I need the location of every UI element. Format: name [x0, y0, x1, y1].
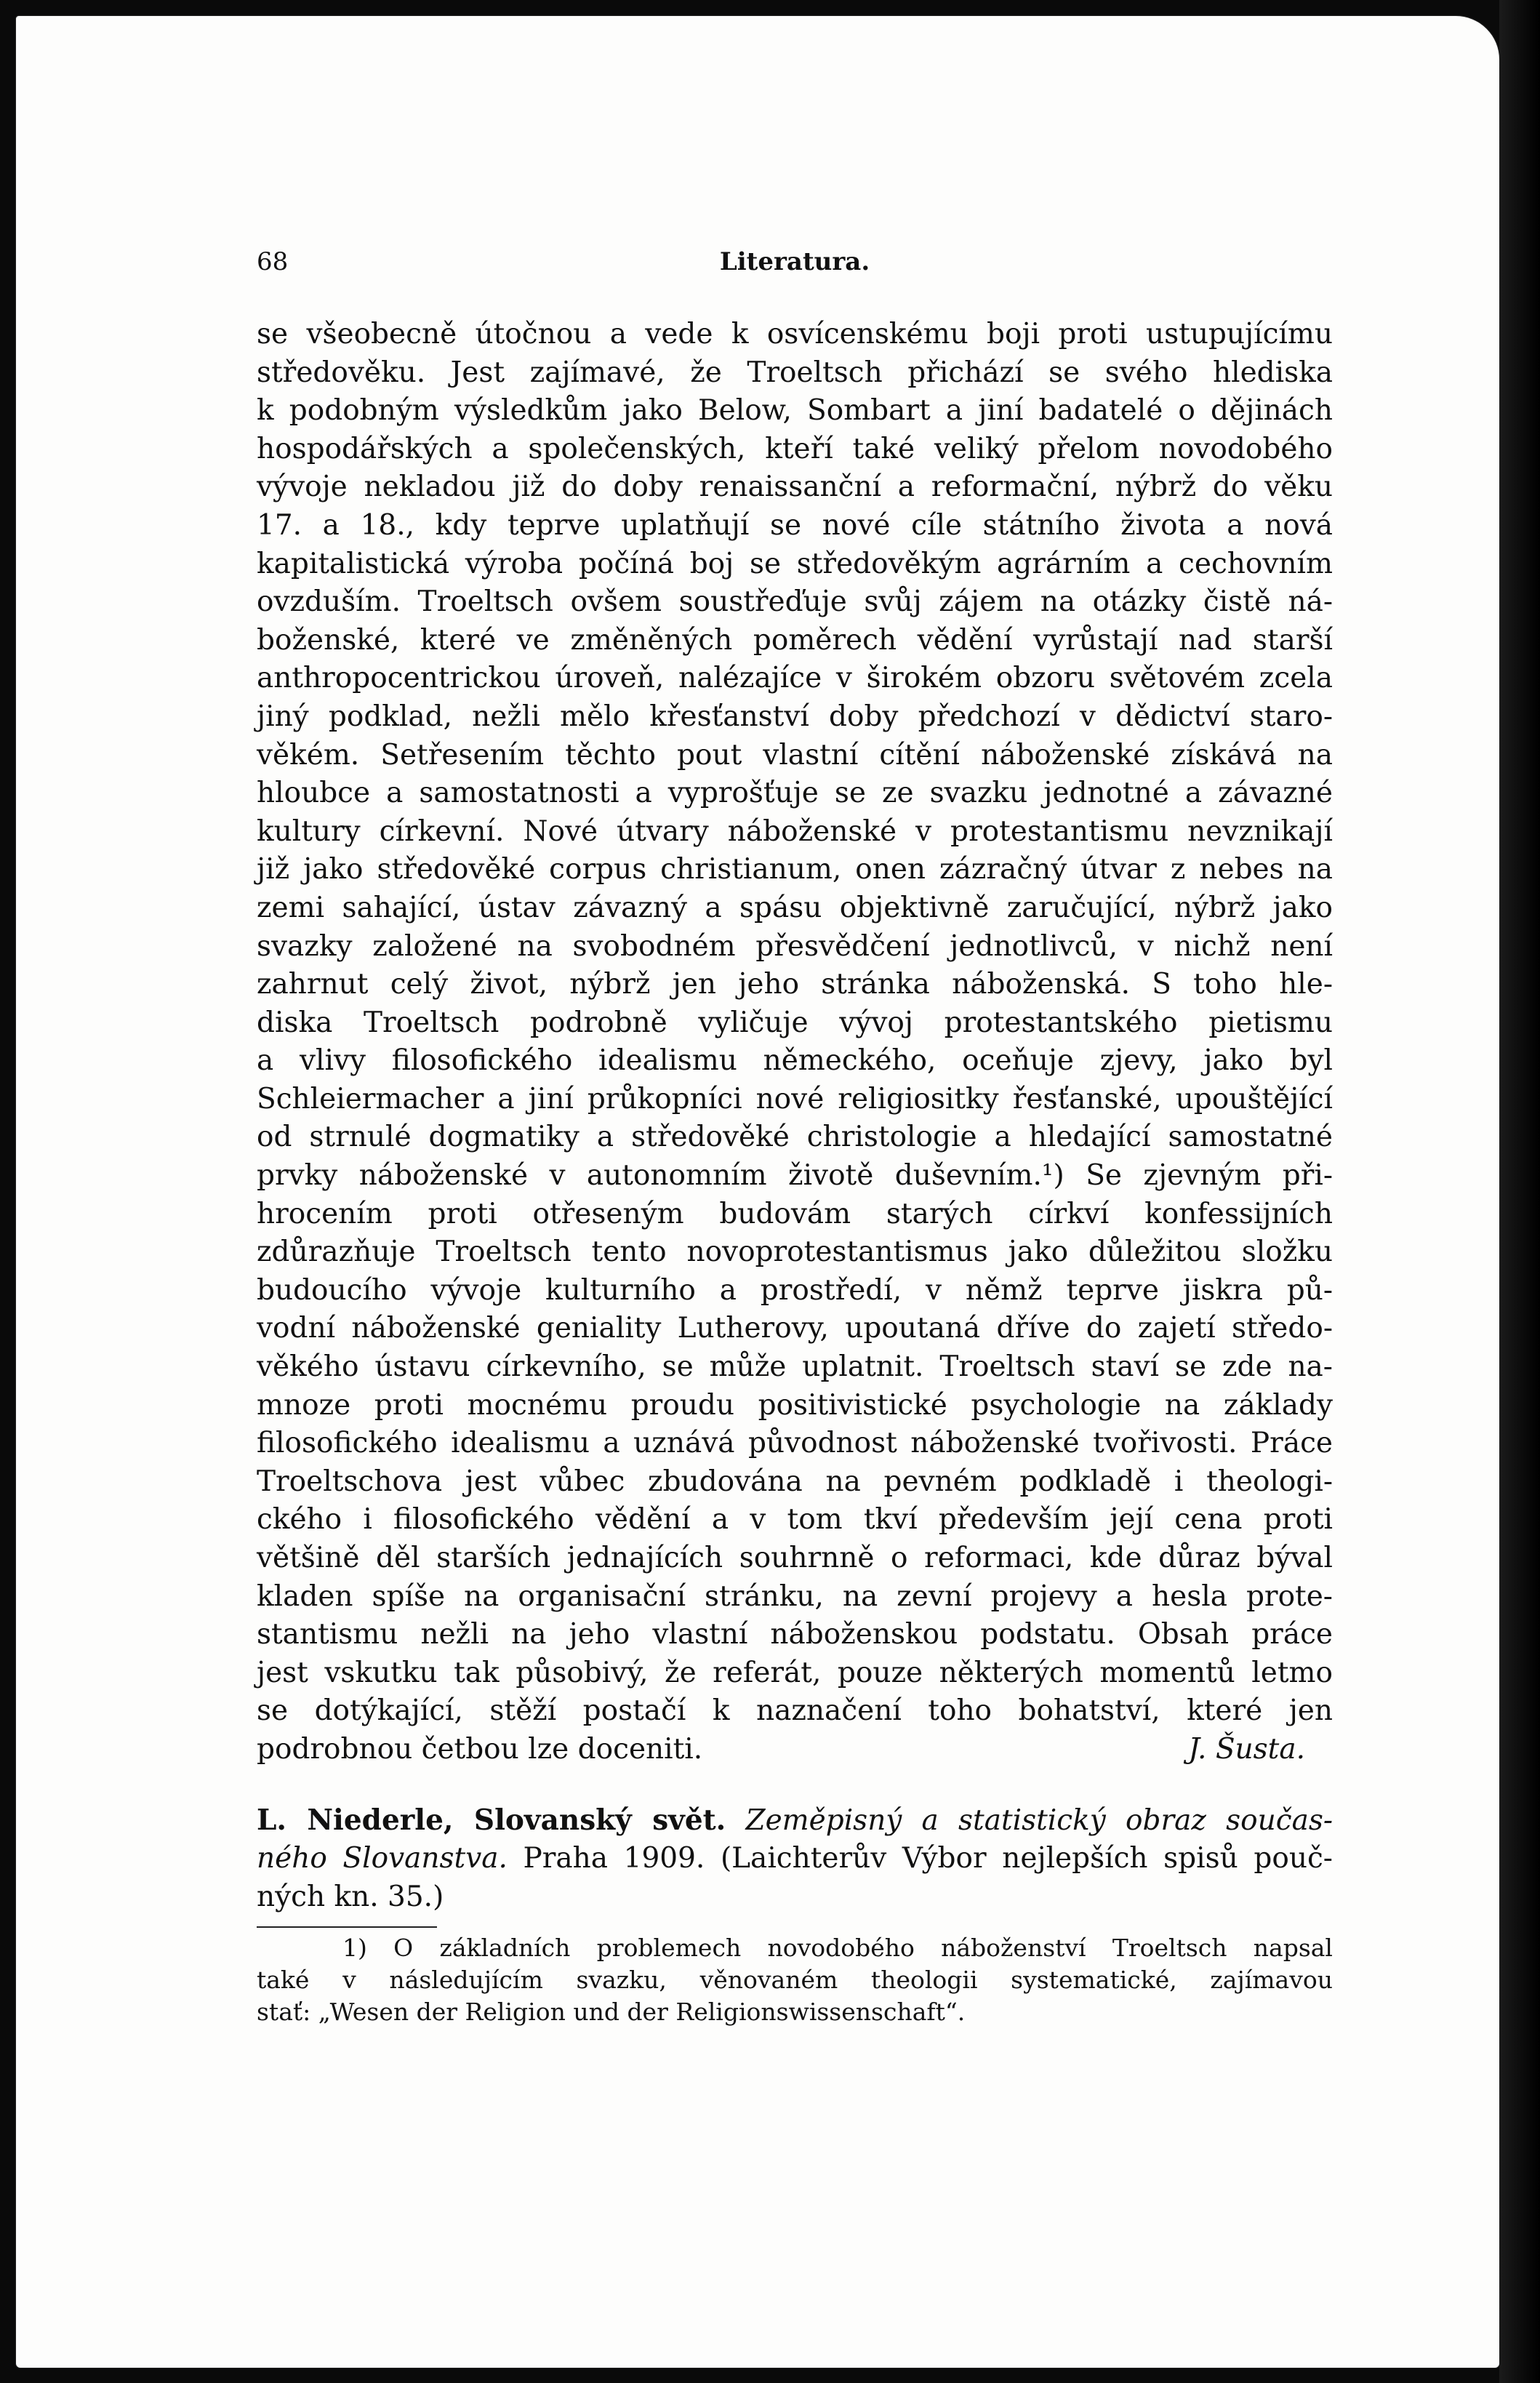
body-line: středověku. Jest zajímavé, že Troeltsch přichází se svého hlediska: [257, 356, 1333, 389]
body-line: a vlivy filosofického idealismu německého, oceňuje zjevy, jako byl: [257, 1044, 1333, 1078]
review-title-part-1: Zeměpisný a statistický obraz součas-: [745, 1803, 1334, 1837]
body-line: Troeltschova jest vůbec zbudována na pevném podkladě i theologi-: [257, 1465, 1333, 1498]
review-author: L. Niederle, Slovanský svět.: [257, 1803, 726, 1837]
body-line: věkém. Setřesením těchto pout vlastní cítění náboženské získává na: [257, 738, 1333, 772]
body-line: hospodářských a společenských, kteří také veliký přelom novodobého: [257, 432, 1333, 465]
review-line-1: [257, 1801, 1333, 1841]
review-title-part-2: ného Slovanstva.: [257, 1842, 508, 1875]
body-line: budoucího vývoje kulturního a prostředí, v němž teprve jiskra pů-: [257, 1273, 1333, 1307]
body-line: ovzduším. Troeltsch ovšem soustřeďuje svůj zájem na otázky čistě ná-: [257, 585, 1333, 619]
footnote-line-1: [257, 1932, 1333, 1964]
body-line: se všeobecně útočnou a vede k osvícenskému boji proti ustupujícímu: [257, 318, 1333, 351]
body-line: vývoje nekladou již do doby renaissanční a reformační, nýbrž do věku: [257, 470, 1333, 504]
body-line: se dotýkající, stěží postačí k naznačení toho bohatství, které jen: [257, 1694, 1333, 1728]
body-line: ckého i filosofického vědění a v tom tkví především její cena proti: [257, 1503, 1333, 1537]
footnote-text-1: O základních problemech novodobého náboženství Troeltsch napsal: [393, 1934, 1333, 1963]
body-line: diska Troeltsch podrobně vyličuje vývoj protestantského pietismu: [257, 1006, 1333, 1039]
footnotes: [257, 1932, 1333, 2028]
review-line-3: ných kn. 35.): [257, 1880, 444, 1913]
body-line: již jako středověké corpus christianum, onen zázračný útvar z nebes na: [257, 853, 1333, 886]
body-line: kultury církevní. Nové útvary náboženské v protestantismu nevznikají: [257, 814, 1333, 848]
body-line: jiný podklad, nežli mělo křesťanství doby předchozí v dědictví staro-: [257, 700, 1333, 733]
review-publication: Praha 1909. (Laichterův Výbor nejlepších spisů pouč-: [523, 1842, 1333, 1875]
body-line: mnoze proti mocnému proudu positivistické psychologie na základy: [257, 1388, 1333, 1422]
body-text: [257, 316, 1333, 1769]
body-line-final: podrobnou četbou lze doceniti.: [257, 1732, 703, 1766]
review-entry: [257, 1801, 1333, 1917]
footnote-rule: [257, 1926, 437, 1928]
body-line: kladen spíše na organisační stránku, na zevní projevy a hesla prote-: [257, 1579, 1333, 1613]
running-head: [257, 240, 1333, 284]
body-line: 17. a 18., kdy teprve uplatňují se nové cíle státního života a nová: [257, 508, 1333, 542]
footnote-line-3: stať: „Wesen der Religion und der Religionswissenschaft“.: [257, 1998, 966, 2027]
body-line: stantismu nežli na jeho vlastní náboženskou podstatu. Obsah práce: [257, 1618, 1333, 1651]
running-title: Literatura.: [719, 247, 870, 276]
body-line: filosofického idealismu a uznává původnost náboženské tvořivosti. Práce: [257, 1427, 1333, 1460]
body-line: anthropocentrickou úroveň, nalézajíce v širokém obzoru světovém zcela: [257, 662, 1333, 695]
body-line: vodní náboženské geniality Lutherovy, upoutaná dříve do zajetí středo-: [257, 1312, 1333, 1345]
body-line: k podobným výsledkům jako Below, Sombart a jiní badatelé o dějinách: [257, 394, 1333, 428]
body-line: svazky založené na svobodném přesvědčení jednotlivců, v nichž není: [257, 929, 1333, 963]
body-line: boženské, které ve změněných poměrech vědění vyrůstají nad starší: [257, 623, 1333, 657]
body-line: většině děl starších jednajících souhrnně o reformaci, kde důraz býval: [257, 1542, 1333, 1574]
body-line: hloubce a samostatnosti a vyprošťuje se ze svazku jednotné a závazné: [257, 777, 1333, 810]
footnote-line-2: také v následujícím svazku, věnovaném theologii systematické, zajímavou: [257, 1966, 1333, 1995]
body-line: prvky náboženské v autonomním životě duševním.¹) Se zjevným při-: [257, 1159, 1333, 1193]
review-line-2: [257, 1840, 1333, 1878]
page-edge: [1499, 0, 1540, 2383]
body-line: věkého ústavu církevního, se může uplatnit. Troeltsch staví se zde na-: [257, 1350, 1333, 1384]
body-line: zdůrazňuje Troeltsch tento novoprotestantismus jako důležitou složku: [257, 1235, 1333, 1269]
author-signature: J. Šusta.: [1188, 1732, 1305, 1766]
footnote-marker: 1): [342, 1934, 367, 1963]
body-line: hrocením proti otřeseným budovám starých církví konfessijních: [257, 1197, 1333, 1230]
page-content: [257, 240, 1333, 2028]
body-last-line: [257, 1731, 1333, 1769]
page-number: 68: [257, 247, 289, 276]
body-line: zahrnut celý život, nýbrž jen jeho stránka náboženská. S toho hle-: [257, 968, 1333, 1001]
body-line: zemi sahající, ústav závazný a spásu objektivně zaručující, nýbrž jako: [257, 891, 1333, 924]
body-line: jest vskutku tak působivý, že referát, pouze některých momentů letmo: [257, 1656, 1333, 1689]
body-line: od strnulé dogmatiky a středověké christologie a hledající samostatné: [257, 1121, 1333, 1154]
body-line: kapitalistická výroba počíná boj se středověkým agrárním a cechovním: [257, 547, 1333, 580]
body-line: Schleiermacher a jiní průkopníci nové religiositky řesťanské, upouštějící: [257, 1082, 1333, 1116]
